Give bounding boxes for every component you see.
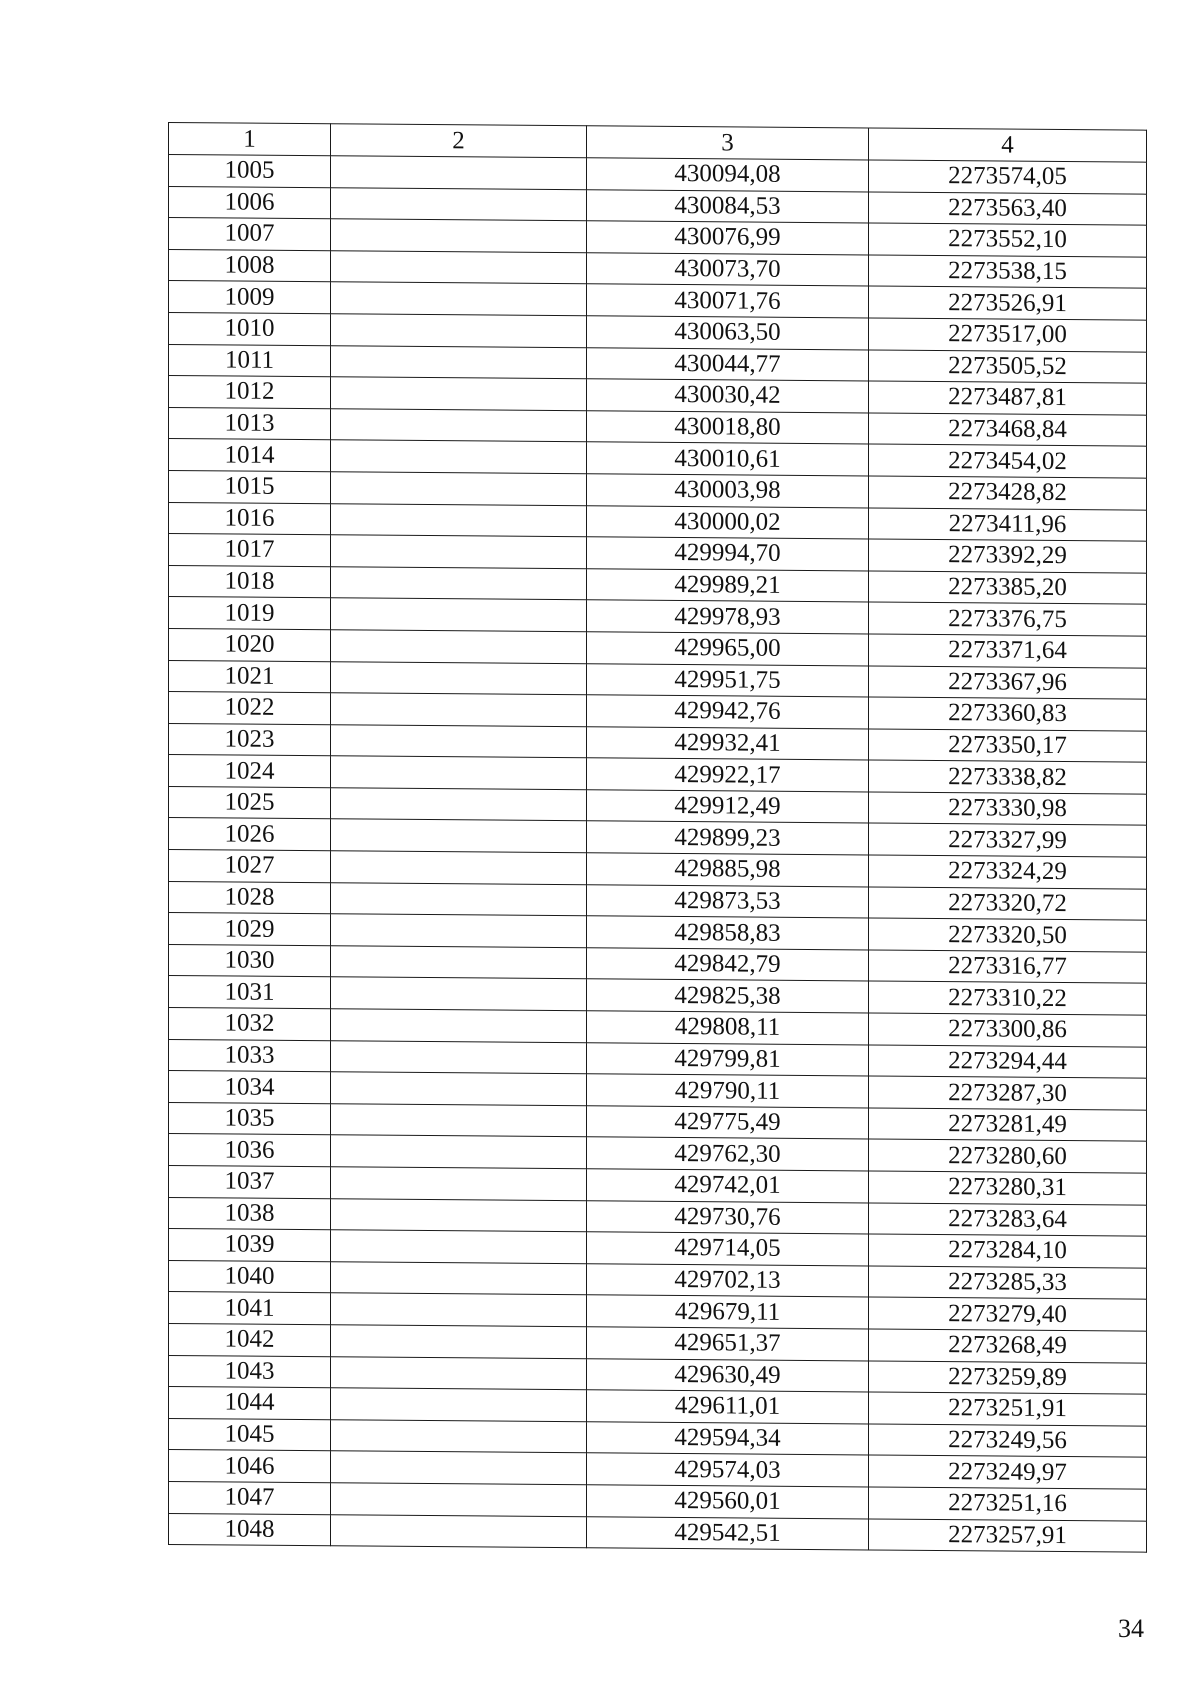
y-coordinate-cell: 2273268,49 [869, 1329, 1147, 1363]
y-coordinate-cell: 2273505,52 [869, 350, 1147, 384]
empty-cell [331, 693, 587, 727]
y-coordinate-cell: 2273350,17 [869, 729, 1147, 763]
x-coordinate-cell: 429651,37 [587, 1327, 869, 1361]
x-coordinate-cell: 430003,98 [587, 474, 869, 508]
x-coordinate-cell: 429742,01 [587, 1169, 869, 1203]
x-coordinate-cell: 429912,49 [587, 790, 869, 824]
empty-cell [331, 187, 587, 221]
empty-cell [331, 851, 587, 885]
point-number-cell: 1009 [169, 281, 331, 314]
x-coordinate-cell: 429730,76 [587, 1200, 869, 1234]
point-number-cell: 1035 [169, 1102, 331, 1135]
point-number-cell: 1047 [169, 1481, 331, 1514]
x-coordinate-cell: 429714,05 [587, 1232, 869, 1266]
empty-cell [331, 503, 587, 537]
x-coordinate-cell: 429842,79 [587, 948, 869, 982]
empty-cell [331, 977, 587, 1011]
point-number-cell: 1033 [169, 1039, 331, 1072]
x-coordinate-cell: 429574,03 [587, 1453, 869, 1487]
empty-cell [331, 282, 587, 316]
point-number-cell: 1013 [169, 407, 331, 440]
point-number-cell: 1014 [169, 439, 331, 472]
empty-cell [331, 472, 587, 506]
x-coordinate-cell: 429762,30 [587, 1137, 869, 1171]
point-number-cell: 1018 [169, 565, 331, 598]
point-number-cell: 1045 [169, 1418, 331, 1451]
y-coordinate-cell: 2273517,00 [869, 318, 1147, 352]
empty-cell [331, 1262, 587, 1296]
empty-cell [331, 219, 587, 253]
point-number-cell: 1005 [169, 155, 331, 188]
x-coordinate-cell: 429790,11 [587, 1074, 869, 1108]
y-coordinate-cell: 2273563,40 [869, 192, 1147, 226]
y-coordinate-cell: 2273360,83 [869, 697, 1147, 731]
x-coordinate-cell: 430063,50 [587, 316, 869, 350]
empty-cell [331, 409, 587, 443]
empty-cell [331, 1198, 587, 1232]
point-number-cell: 1026 [169, 818, 331, 851]
x-coordinate-cell: 430018,80 [587, 411, 869, 445]
x-coordinate-cell: 429594,34 [587, 1422, 869, 1456]
y-coordinate-cell: 2273287,30 [869, 1076, 1147, 1110]
empty-cell [331, 756, 587, 790]
y-coordinate-cell: 2273259,89 [869, 1361, 1147, 1395]
y-coordinate-cell: 2273574,05 [869, 160, 1147, 194]
y-coordinate-cell: 2273338,82 [869, 760, 1147, 794]
y-coordinate-cell: 2273257,91 [869, 1519, 1147, 1553]
table-row [169, 1513, 1147, 1552]
y-coordinate-cell: 2273320,72 [869, 887, 1147, 921]
point-number-cell: 1029 [169, 913, 331, 946]
column-header-3: 3 [587, 126, 869, 160]
empty-cell [331, 882, 587, 916]
x-coordinate-cell: 429978,93 [587, 600, 869, 634]
y-coordinate-cell: 2273468,84 [869, 413, 1147, 447]
empty-cell [331, 251, 587, 285]
point-number-cell: 1028 [169, 881, 331, 914]
y-coordinate-cell: 2273526,91 [869, 286, 1147, 320]
empty-cell [331, 914, 587, 948]
empty-cell [331, 1356, 587, 1390]
y-coordinate-cell: 2273330,98 [869, 792, 1147, 826]
empty-cell [331, 1040, 587, 1074]
empty-cell [331, 819, 587, 853]
empty-cell [331, 440, 587, 474]
y-coordinate-cell: 2273279,40 [869, 1297, 1147, 1331]
empty-cell [331, 535, 587, 569]
y-coordinate-cell: 2273310,22 [869, 981, 1147, 1015]
point-number-cell: 1020 [169, 628, 331, 661]
x-coordinate-cell: 429951,75 [587, 663, 869, 697]
point-number-cell: 1037 [169, 1166, 331, 1199]
x-coordinate-cell: 429702,13 [587, 1264, 869, 1298]
y-coordinate-cell: 2273280,60 [869, 1139, 1147, 1173]
point-number-cell: 1023 [169, 723, 331, 756]
x-coordinate-cell: 429942,76 [587, 695, 869, 729]
y-coordinate-cell: 2273294,44 [869, 1045, 1147, 1079]
x-coordinate-cell: 429994,70 [587, 537, 869, 571]
point-number-cell: 1030 [169, 944, 331, 977]
y-coordinate-cell: 2273281,49 [869, 1108, 1147, 1142]
point-number-cell: 1019 [169, 597, 331, 630]
column-header-4: 4 [869, 128, 1147, 162]
y-coordinate-cell: 2273324,29 [869, 855, 1147, 889]
point-number-cell: 1025 [169, 786, 331, 819]
empty-cell [331, 661, 587, 695]
y-coordinate-cell: 2273285,33 [869, 1266, 1147, 1300]
y-coordinate-cell: 2273320,50 [869, 918, 1147, 952]
point-number-cell: 1034 [169, 1071, 331, 1104]
empty-cell [331, 1451, 587, 1485]
empty-cell [331, 1104, 587, 1138]
point-number-cell: 1006 [169, 186, 331, 219]
point-number-cell: 1011 [169, 344, 331, 377]
x-coordinate-cell: 430094,08 [587, 158, 869, 192]
x-coordinate-cell: 430030,42 [587, 379, 869, 413]
point-number-cell: 1036 [169, 1134, 331, 1167]
y-coordinate-cell: 2273385,20 [869, 571, 1147, 605]
empty-cell [331, 314, 587, 348]
x-coordinate-cell: 430044,77 [587, 347, 869, 381]
x-coordinate-cell: 429858,83 [587, 916, 869, 950]
y-coordinate-cell: 2273392,29 [869, 539, 1147, 573]
point-number-cell: 1017 [169, 534, 331, 567]
x-coordinate-cell: 429932,41 [587, 726, 869, 760]
y-coordinate-cell: 2273552,10 [869, 223, 1147, 257]
y-coordinate-cell: 2273327,99 [869, 823, 1147, 857]
point-number-cell: 1032 [169, 1008, 331, 1041]
x-coordinate-cell: 430071,76 [587, 284, 869, 318]
x-coordinate-cell: 429899,23 [587, 821, 869, 855]
x-coordinate-cell: 429679,11 [587, 1295, 869, 1329]
y-coordinate-cell: 2273300,86 [869, 1013, 1147, 1047]
y-coordinate-cell: 2273538,15 [869, 255, 1147, 289]
empty-cell [331, 1009, 587, 1043]
y-coordinate-cell: 2273487,81 [869, 381, 1147, 415]
y-coordinate-cell: 2273251,16 [869, 1487, 1147, 1521]
empty-cell [331, 630, 587, 664]
point-number-cell: 1021 [169, 660, 331, 693]
empty-cell [331, 598, 587, 632]
y-coordinate-cell: 2273454,02 [869, 444, 1147, 478]
x-coordinate-cell: 429825,38 [587, 979, 869, 1013]
empty-cell [331, 377, 587, 411]
y-coordinate-cell: 2273367,96 [869, 666, 1147, 700]
point-number-cell: 1024 [169, 755, 331, 788]
x-coordinate-cell: 430000,02 [587, 505, 869, 539]
x-coordinate-cell: 429542,51 [587, 1516, 869, 1550]
point-number-cell: 1010 [169, 312, 331, 345]
table-body [169, 155, 1147, 1553]
empty-cell [331, 1420, 587, 1454]
y-coordinate-cell: 2273428,82 [869, 476, 1147, 510]
point-number-cell: 1040 [169, 1260, 331, 1293]
empty-cell [331, 345, 587, 379]
y-coordinate-cell: 2273376,75 [869, 602, 1147, 636]
x-coordinate-cell: 429873,53 [587, 884, 869, 918]
y-coordinate-cell: 2273316,77 [869, 950, 1147, 984]
point-number-cell: 1008 [169, 249, 331, 282]
empty-cell [331, 156, 587, 190]
point-number-cell: 1039 [169, 1229, 331, 1262]
x-coordinate-cell: 430084,53 [587, 189, 869, 223]
x-coordinate-cell: 429989,21 [587, 569, 869, 603]
coordinates-table [168, 122, 1147, 1553]
point-number-cell: 1046 [169, 1450, 331, 1483]
point-number-cell: 1022 [169, 692, 331, 725]
y-coordinate-cell: 2273411,96 [869, 508, 1147, 542]
empty-cell [331, 788, 587, 822]
y-coordinate-cell: 2273371,64 [869, 634, 1147, 668]
column-header-2: 2 [331, 124, 587, 158]
empty-cell [331, 1514, 587, 1548]
x-coordinate-cell: 429922,17 [587, 758, 869, 792]
x-coordinate-cell: 430010,61 [587, 442, 869, 476]
empty-cell [331, 1483, 587, 1517]
empty-cell [331, 566, 587, 600]
y-coordinate-cell: 2273251,91 [869, 1392, 1147, 1426]
column-header-1: 1 [169, 123, 331, 156]
x-coordinate-cell: 429611,01 [587, 1390, 869, 1424]
y-coordinate-cell: 2273283,64 [869, 1203, 1147, 1237]
x-coordinate-cell: 429885,98 [587, 853, 869, 887]
point-number-cell: 1044 [169, 1387, 331, 1420]
empty-cell [331, 1230, 587, 1264]
point-number-cell: 1012 [169, 376, 331, 409]
point-number-cell: 1007 [169, 218, 331, 251]
page-number: 34 [1118, 1614, 1144, 1643]
y-coordinate-cell: 2273284,10 [869, 1234, 1147, 1268]
x-coordinate-cell: 429775,49 [587, 1106, 869, 1140]
empty-cell [331, 1135, 587, 1169]
y-coordinate-cell: 2273249,97 [869, 1455, 1147, 1489]
x-coordinate-cell: 429808,11 [587, 1011, 869, 1045]
x-coordinate-cell: 430073,70 [587, 253, 869, 287]
point-number-cell: 1038 [169, 1197, 331, 1230]
point-number-cell: 1016 [169, 502, 331, 535]
point-number-cell: 1043 [169, 1355, 331, 1388]
y-coordinate-cell: 2273280,31 [869, 1171, 1147, 1205]
empty-cell [331, 1167, 587, 1201]
point-number-cell: 1048 [169, 1513, 331, 1546]
empty-cell [331, 724, 587, 758]
x-coordinate-cell: 429965,00 [587, 632, 869, 666]
point-number-cell: 1015 [169, 470, 331, 503]
x-coordinate-cell: 429799,81 [587, 1042, 869, 1076]
empty-cell [331, 1388, 587, 1422]
point-number-cell: 1027 [169, 850, 331, 883]
x-coordinate-cell: 429560,01 [587, 1485, 869, 1519]
x-coordinate-cell: 429630,49 [587, 1358, 869, 1392]
empty-cell [331, 1072, 587, 1106]
x-coordinate-cell: 430076,99 [587, 221, 869, 255]
empty-cell [331, 1293, 587, 1327]
point-number-cell: 1031 [169, 976, 331, 1009]
point-number-cell: 1041 [169, 1292, 331, 1325]
point-number-cell: 1042 [169, 1323, 331, 1356]
empty-cell [331, 946, 587, 980]
y-coordinate-cell: 2273249,56 [869, 1424, 1147, 1458]
empty-cell [331, 1325, 587, 1359]
